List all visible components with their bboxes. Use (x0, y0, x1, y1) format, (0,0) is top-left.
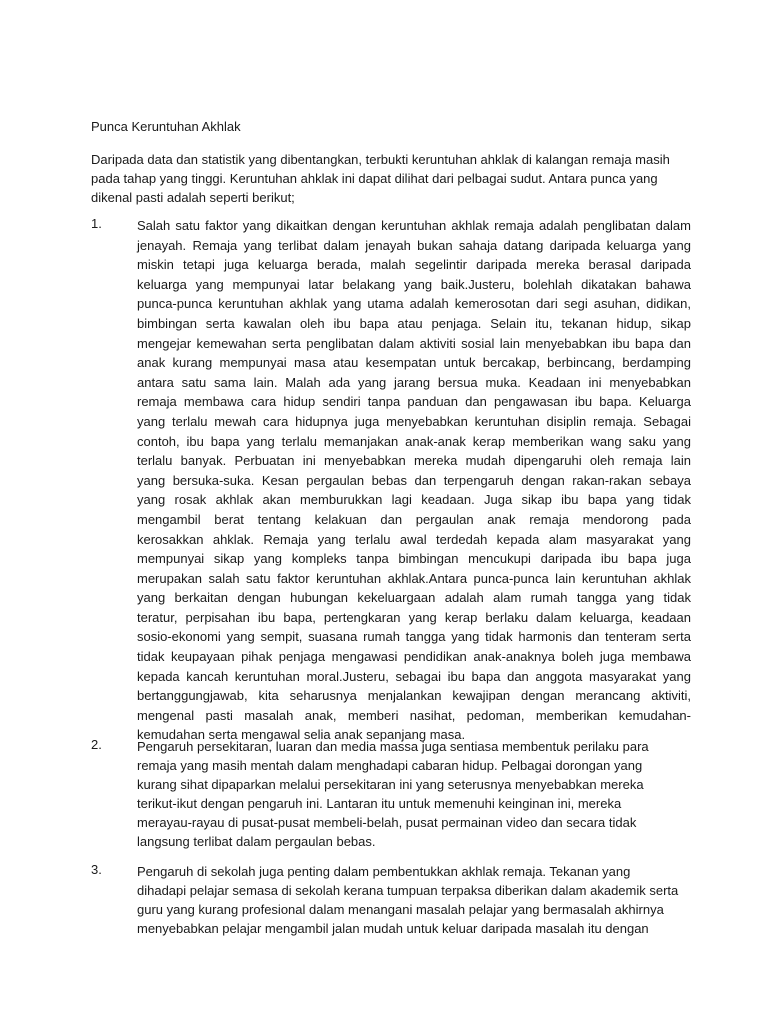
list-item-line: guru yang kurang profesional dalam menangani masalah pelajar yang bermasalah akhirnya (137, 902, 664, 917)
list-item-line: sosio-ekonomi yang sempit, suasana rumah tangga yang tidak harmonis dan tenteram serta (137, 629, 691, 645)
list-item-1 (91, 216, 691, 745)
list-item-text (137, 216, 691, 745)
list-item-line: teratur, perpisahan ibu bapa, pertengkaran yang kerap berlaku dalam keluarga, keadaan (137, 609, 691, 625)
list-item-line: remaja membawa cara hidup sendiri tanpa panduan dan pengawasan ibu bapa. Keluarga (137, 394, 691, 410)
list-item-line: yang rosak akhlak akan memburukkan lagi keadaan. Juga sikap ibu bapa yang tidak (137, 492, 691, 508)
list-item-text (137, 737, 691, 851)
document-title: Punca Keruntuhan Akhlak (91, 119, 241, 134)
list-item-3 (91, 862, 691, 938)
list-item-line: kepada kancah keruntuhan moral.Justeru, sebagai ibu bapa dan anggota masyarakat yang (137, 668, 691, 684)
list-item-line: mempunyai sikap yang kompleks tanpa bimbingan mencukupi daripada ibu bapa juga (137, 551, 691, 567)
list-item-line: yang berkaitan dengan hubungan kekeluargaan adalah alam rumah tangga yang tidak (137, 590, 691, 606)
list-item-line: mengambil berat tentang kelakuan dan pergaulan anak remaja mendorong pada (137, 511, 691, 527)
list-item-line: mengenal pasti masalah anak, memberi nasihat, pedoman, memberikan kemudahan- (137, 707, 691, 723)
list-item-line: miskin tetapi juga keluarga berada, malah segelintir daripada mereka berasal daripada (137, 257, 691, 273)
list-item-number: 2. (91, 737, 102, 752)
list-item-line: kerosakkan ahklak. Remaja yang terlalu awal terdedah kepada alam masyarakat yang (137, 531, 691, 547)
list-item-line: dihadapi pelajar semasa di sekolah kerana tumpuan terpaksa diberikan dalam akademik serta (137, 883, 679, 898)
list-item-line: kemudahan serta mengawal selia anak sepanjang masa. (137, 727, 466, 743)
list-item-line: kurang sihat dipaparkan melalui persekitaran ini yang seterusnya menyebabkan mereka (137, 777, 644, 792)
list-item-number: 1. (91, 216, 102, 231)
list-item-line: remaja yang masih mentah dalam menghadapi cabaran hidup. Pelbagai dorongan yang (137, 758, 643, 773)
list-item-line: Pengaruh di sekolah juga penting dalam pembentukkan akhlak remaja. Tekanan yang (137, 864, 631, 879)
list-item-line: mengejar kemewahan serta penglibatan dalam aktiviti sosial lain menyebabkan ibu bapa dan (137, 335, 691, 351)
list-item-line: bimbingan serta kawalan oleh ibu bapa atau penjaga. Selain itu, tekanan hidup, sikap (137, 315, 691, 331)
list-item-number: 3. (91, 862, 102, 877)
intro-paragraph (91, 150, 691, 207)
list-item-line: terlalu banyak. Perbuatan ini menyebabkan mereka mudah dipengaruhi oleh remaja lain (137, 453, 691, 469)
list-item-line: terikut-ikut dengan pengaruh ini. Lantaran itu untuk memenuhi keinginan ini, mereka (137, 796, 622, 811)
list-item-text (137, 862, 691, 938)
list-item-line: jenayah. Remaja yang terlibat dalam jenayah bukan sahaja datang daripada keluarga yang (137, 237, 691, 253)
list-item-line: Pengaruh persekitaran, luaran dan media massa juga sentiasa membentuk perilaku para (137, 739, 649, 754)
list-item-line: bertanggungjawab, kita seharusnya menjalankan kewajipan dengan merancang aktiviti, (137, 688, 691, 704)
list-item-line: Salah satu faktor yang dikaitkan dengan keruntuhan akhlak remaja adalah penglibatan dalam (137, 218, 691, 233)
list-item-line: yang bersuka-suka. Kesan pergaulan bebas dan terpengaruh dengan rakan-rakan sebaya (137, 472, 691, 488)
intro-line: Daripada data dan statistik yang dibentangkan, terbukti keruntuhan ahklak di kalangan remaja masih (91, 152, 670, 167)
list-item-line: antara satu sama lain. Malah ada yang jarang bersua muka. Keadaan ini menyebabkan (137, 374, 691, 390)
list-item-2 (91, 737, 691, 851)
list-item-line: keluarga yang mempunyai latar belakang yang baik.Justeru, bolehlah dikatakan bahawa (137, 276, 691, 292)
list-item-line: menyebabkan pelajar mengambil jalan mudah untuk keluar daripada masalah itu dengan (137, 921, 649, 936)
intro-line: pada tahap yang tinggi. Keruntuhan ahklak ini dapat dilihat dari pelbagai sudut. Antara punca yang (91, 171, 658, 186)
list-item-line: merayau-rayau di pusat-pusat membeli-belah, pusat permainan video dan secara tidak (137, 815, 637, 830)
intro-line: dikenal pasti adalah seperti berikut; (91, 190, 295, 205)
list-item-line: contoh, ibu bapa yang terlalu memanjakan anak-anak kerap memberikan wang saku yang (137, 433, 691, 449)
list-item-line: tidak keupayaan pihak penjaga mengawasi pendidikan anak-anaknya boleh juga membawa (137, 649, 691, 665)
list-item-line: yang terlalu mewah cara hidupnya juga menyebabkan keruntuhan disiplin remaja. Sebagai (137, 413, 691, 429)
list-item-line: anak kurang mempunyai masa atau kesempatan untuk bercakap, berbincang, berdamping (137, 355, 691, 371)
list-item-line: punca-punca keruntuhan akhlak yang utama adalah kemerosotan dari segi asuhan, didikan, (137, 296, 691, 312)
list-item-line: merupakan salah satu faktor keruntuhan akhlak.Antara punca-punca lain keruntuhan akhlak (137, 570, 691, 586)
list-item-line: langsung terlibat dalam pergaulan bebas. (137, 834, 376, 849)
